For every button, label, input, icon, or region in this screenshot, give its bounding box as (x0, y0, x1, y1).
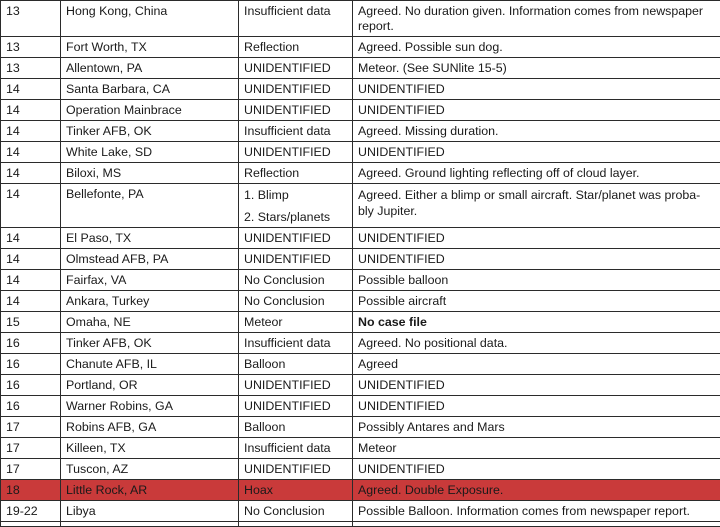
comment-cell: Agreed. No positional data. (353, 333, 720, 354)
table-row (1, 79, 720, 100)
table-row (1, 459, 720, 480)
evaluation-entry: UNIDENTIFIED (244, 399, 347, 414)
date-cell: 13 (1, 58, 61, 79)
comment-cell: UNIDENTIFIED (353, 375, 720, 396)
evaluation-entry: No Conclusion (244, 504, 347, 519)
comment-cell: Possibly Antares and Mars (353, 417, 720, 438)
date-cell: 17 (1, 459, 61, 480)
evaluation-entry: Balloon (244, 420, 347, 435)
table-row (1, 184, 720, 228)
comment-cell: Meteor. (See SUNlite 15-5) (353, 58, 720, 79)
table-row (1, 438, 720, 459)
evaluation-entry: UNIDENTIFIED (244, 231, 347, 246)
date-cell: 14 (1, 184, 61, 228)
comment-cell: UNIDENTIFIED (353, 459, 720, 480)
location-cell: El Paso, TX (61, 228, 239, 249)
evaluation-cell (239, 121, 353, 142)
evaluation-entry: No Conclusion (244, 273, 347, 288)
evaluation-cell (239, 163, 353, 184)
date-cell: 19-22 (1, 501, 61, 522)
comment-cell: Possible aircraft (353, 291, 720, 312)
table-row (1, 270, 720, 291)
date-cell: 16 (1, 396, 61, 417)
comment-cell: UNIDENTIFIED (353, 228, 720, 249)
location-cell: Tinker AFB, OK (61, 333, 239, 354)
evaluation-entry: Insufficient data (244, 441, 347, 456)
empty-cell (353, 522, 720, 527)
location-cell: Warner Robins, GA (61, 396, 239, 417)
date-cell: 14 (1, 79, 61, 100)
location-cell: Fairfax, VA (61, 270, 239, 291)
table-row (1, 312, 720, 333)
date-cell: 14 (1, 291, 61, 312)
evaluation-entry: Meteor (244, 315, 347, 330)
location-cell: Operation Mainbrace (61, 100, 239, 121)
evaluation-entry: No Conclusion (244, 294, 347, 309)
evaluation-entry: Insufficient data (244, 124, 347, 139)
location-cell: Chanute AFB, IL (61, 354, 239, 375)
evaluation-cell (239, 142, 353, 163)
comment-cell: UNIDENTIFIED (353, 79, 720, 100)
evaluation-cell (239, 100, 353, 121)
location-cell: Tuscon, AZ (61, 459, 239, 480)
table-row (1, 121, 720, 142)
location-cell: Allentown, PA (61, 58, 239, 79)
comment-cell: Meteor (353, 438, 720, 459)
comment-cell: UNIDENTIFIED (353, 100, 720, 121)
date-cell: 16 (1, 354, 61, 375)
date-cell: 17 (1, 417, 61, 438)
table-row (1, 396, 720, 417)
evaluation-cell (239, 459, 353, 480)
evaluation-entry: Balloon (244, 357, 347, 372)
evaluation-cell (239, 438, 353, 459)
evaluation-entry: UNIDENTIFIED (244, 103, 347, 118)
evaluation-entry: 2. Stars/planets (244, 209, 347, 225)
empty-cell (61, 522, 239, 527)
location-cell: Little Rock, AR (61, 480, 239, 501)
date-cell: 14 (1, 228, 61, 249)
table-row (1, 375, 720, 396)
date-cell: 13 (1, 1, 61, 37)
evaluation-cell (239, 58, 353, 79)
evaluation-cell (239, 333, 353, 354)
date-cell: 16 (1, 333, 61, 354)
location-cell: Tinker AFB, OK (61, 121, 239, 142)
comment-cell: Agreed. Double Exposure. (353, 480, 720, 501)
date-cell: 14 (1, 142, 61, 163)
date-cell: 17 (1, 438, 61, 459)
table-row (1, 228, 720, 249)
location-cell: Libya (61, 501, 239, 522)
evaluation-entry: UNIDENTIFIED (244, 82, 347, 97)
date-cell: 16 (1, 375, 61, 396)
table-body (1, 1, 720, 527)
comment-cell: No case file (353, 312, 720, 333)
evaluation-cell (239, 270, 353, 291)
evaluation-cell (239, 375, 353, 396)
evaluation-entry: Hoax (244, 483, 347, 498)
date-cell: 14 (1, 163, 61, 184)
evaluation-entry: UNIDENTIFIED (244, 61, 347, 76)
evaluation-cell (239, 312, 353, 333)
date-cell: 15 (1, 312, 61, 333)
comment-cell: UNIDENTIFIED (353, 142, 720, 163)
evaluation-entry: UNIDENTIFIED (244, 145, 347, 160)
evaluation-cell (239, 184, 353, 228)
comment-cell: Agreed. Possible sun dog. (353, 37, 720, 58)
table-row (1, 480, 720, 501)
comment-cell: Agreed. Either a blimp or small aircraft. Star/planet was proba-bly Jupiter. (353, 184, 720, 228)
evaluation-cell (239, 501, 353, 522)
table-row (1, 501, 720, 522)
location-cell: Ankara, Turkey (61, 291, 239, 312)
evaluation-cell (239, 480, 353, 501)
evaluation-entry: Insufficient data (244, 336, 347, 351)
location-cell: Killeen, TX (61, 438, 239, 459)
evaluation-cell (239, 417, 353, 438)
evaluation-entry: Insufficient data (244, 4, 347, 19)
location-cell: Bellefonte, PA (61, 184, 239, 228)
evaluation-cell (239, 228, 353, 249)
evaluation-cell (239, 396, 353, 417)
evaluation-entry: 1. Blimp (244, 187, 347, 203)
table-row (1, 333, 720, 354)
evaluation-entry: Reflection (244, 40, 347, 55)
date-cell: 14 (1, 100, 61, 121)
evaluation-cell (239, 37, 353, 58)
location-cell: White Lake, SD (61, 142, 239, 163)
evaluation-entry: UNIDENTIFIED (244, 252, 347, 267)
date-cell: 14 (1, 249, 61, 270)
empty-cell (1, 522, 61, 527)
table-row (1, 142, 720, 163)
table-row (1, 417, 720, 438)
location-cell: Omaha, NE (61, 312, 239, 333)
evaluation-entry: Reflection (244, 166, 347, 181)
location-cell: Olmstead AFB, PA (61, 249, 239, 270)
comment-cell: UNIDENTIFIED (353, 396, 720, 417)
location-cell: Hong Kong, China (61, 1, 239, 37)
location-cell: Robins AFB, GA (61, 417, 239, 438)
comment-cell: Agreed. Ground lighting reflecting off of cloud layer. (353, 163, 720, 184)
comment-cell: Possible Balloon. Information comes from newspaper report. (353, 501, 720, 522)
empty-cell (239, 522, 353, 527)
evaluation-entry: UNIDENTIFIED (244, 378, 347, 393)
table-row (1, 1, 720, 37)
table-row (1, 58, 720, 79)
location-cell: Biloxi, MS (61, 163, 239, 184)
date-cell: 13 (1, 37, 61, 58)
evaluation-cell (239, 291, 353, 312)
location-cell: Portland, OR (61, 375, 239, 396)
date-cell: 14 (1, 270, 61, 291)
table-row (1, 354, 720, 375)
cut-off-row (1, 522, 720, 527)
date-cell: 14 (1, 121, 61, 142)
comment-cell: Agreed. Missing duration. (353, 121, 720, 142)
comment-cell: UNIDENTIFIED (353, 249, 720, 270)
evaluation-cell (239, 79, 353, 100)
evaluation-cell (239, 354, 353, 375)
location-cell: Santa Barbara, CA (61, 79, 239, 100)
comment-cell: Possible balloon (353, 270, 720, 291)
table-row (1, 249, 720, 270)
table-row (1, 291, 720, 312)
evaluation-cell (239, 1, 353, 37)
comment-cell: Agreed. No duration given. Information comes from newspaper report. (353, 1, 720, 37)
evaluation-cell (239, 249, 353, 270)
table-row (1, 100, 720, 121)
table-row (1, 37, 720, 58)
table-row (1, 163, 720, 184)
comment-cell: Agreed (353, 354, 720, 375)
date-cell: 18 (1, 480, 61, 501)
evaluation-entry: UNIDENTIFIED (244, 462, 347, 477)
location-cell: Fort Worth, TX (61, 37, 239, 58)
